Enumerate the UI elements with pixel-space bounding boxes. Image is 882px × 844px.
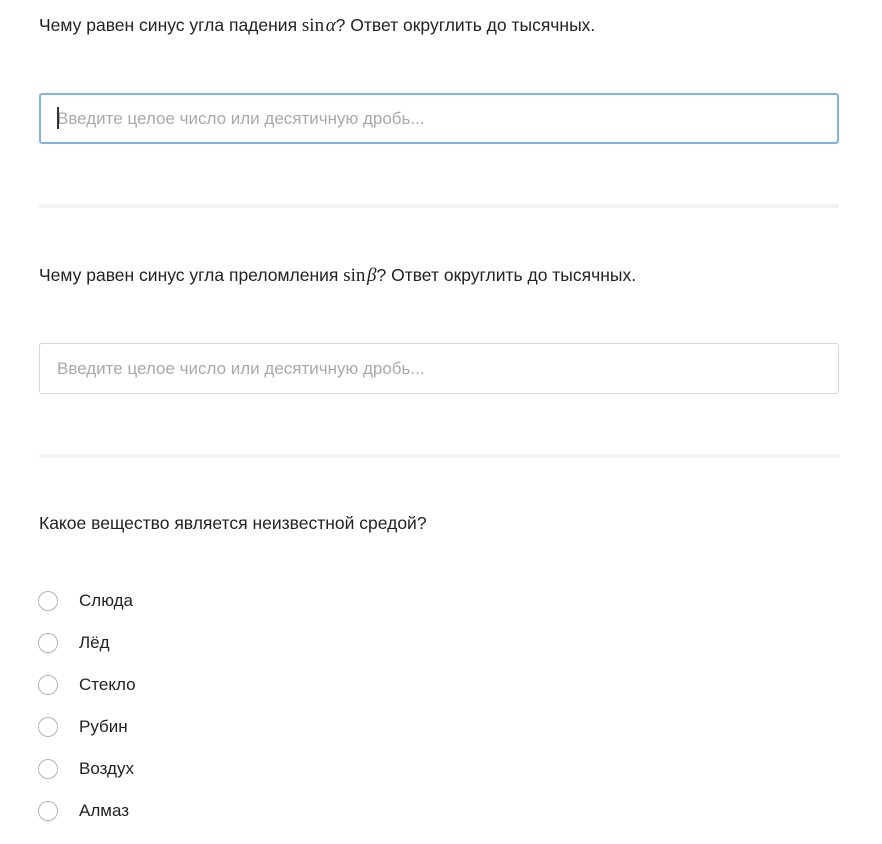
substance-options xyxy=(38,580,136,832)
option-ruby[interactable] xyxy=(38,706,136,748)
option-label: Рубин xyxy=(79,717,128,736)
question-3-text: Какое вещество является неизвестной средой? xyxy=(39,513,427,533)
answer-input-sin-alpha[interactable] xyxy=(39,93,839,144)
math-function: sin xyxy=(343,265,366,286)
radio-button[interactable] xyxy=(38,717,58,737)
option-label: Воздух xyxy=(79,759,134,778)
math-function: sin xyxy=(301,15,325,36)
option-diamond[interactable] xyxy=(38,790,136,832)
option-ice[interactable] xyxy=(38,622,136,664)
question-2-text-after: ? Ответ округлить до тысячных. xyxy=(376,265,637,285)
text-cursor xyxy=(57,107,59,129)
radio-button[interactable] xyxy=(38,633,58,653)
answer-input-sin-beta[interactable] xyxy=(39,343,839,394)
radio-button[interactable] xyxy=(38,675,58,695)
question-2-text xyxy=(39,264,636,287)
radio-button[interactable] xyxy=(38,591,58,611)
option-air[interactable] xyxy=(38,748,136,790)
option-label: Стекло xyxy=(79,675,136,694)
question-1-math xyxy=(302,15,336,36)
question-2-math xyxy=(343,265,376,286)
option-label: Слюда xyxy=(79,591,133,610)
option-glass[interactable] xyxy=(38,664,136,706)
radio-button[interactable] xyxy=(38,801,58,821)
math-variable-alpha: α xyxy=(325,15,336,36)
option-mica[interactable] xyxy=(38,580,136,622)
section-divider xyxy=(39,454,839,458)
section-divider xyxy=(39,204,839,208)
question-1-text xyxy=(39,14,595,37)
option-label: Лёд xyxy=(79,633,110,652)
math-variable-beta: β xyxy=(367,265,377,286)
question-1-text-before: Чему равен синус угла падения xyxy=(39,15,302,35)
radio-button[interactable] xyxy=(38,759,58,779)
question-1-text-after: ? Ответ округлить до тысячных. xyxy=(335,15,596,35)
question-2-text-before: Чему равен синус угла преломления xyxy=(39,265,344,285)
option-label: Алмаз xyxy=(79,801,130,820)
